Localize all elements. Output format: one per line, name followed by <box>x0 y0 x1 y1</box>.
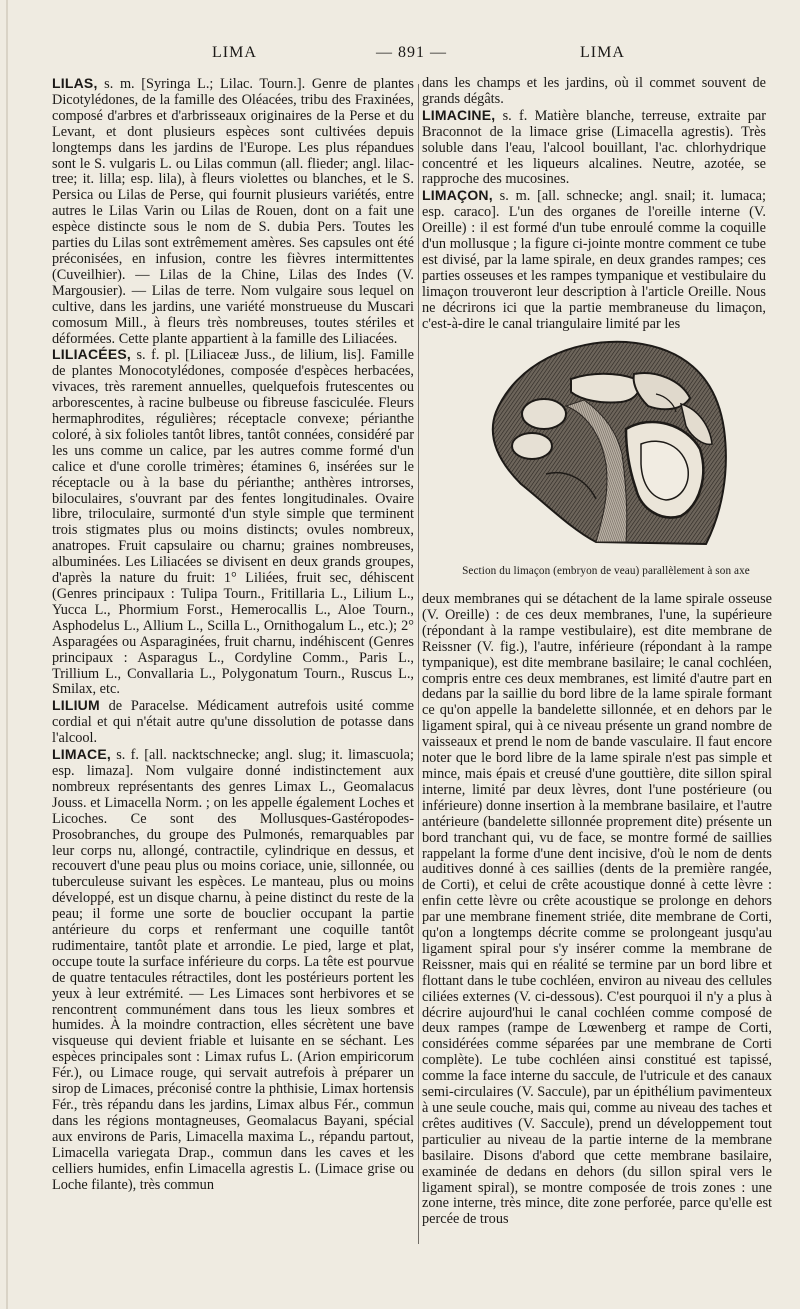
left-column <box>52 76 414 1193</box>
right-column-top <box>422 76 766 333</box>
entry-text: s. f. Matière blanche, terreuse, extraite par Braconnot de la limace grise (Limacella agrestis). Très soluble dans l'eau, l'alcool bouillant, l'ac. chlorhydrique concentré et les liqueurs alcalines. Neutre, azotée, se rapproche des mucosines. <box>422 107 766 188</box>
entry-limace <box>52 747 414 1193</box>
running-head-right: LIMA <box>580 44 625 61</box>
entry-text: de Paracelse. Médicament autrefois usité comme cordial et qui n'était autre qu'une dissolution de potasse dans l'alcool. <box>52 698 414 747</box>
page-edge <box>6 0 8 1309</box>
cochlea-illustration <box>476 334 732 550</box>
column-divider <box>418 84 419 1244</box>
entry-limacon <box>422 188 766 332</box>
entry-head: LIMAÇON, <box>422 187 493 204</box>
entry-text: s. m. [all. schnecke; angl. snail; it. lumaca; esp. caraco]. L'un des organes de l'oreille interne (V. Oreille) : il est formé d'un tube enroulé comme la coquille d'un mollusque ; la figure ci-jointe montre comment ce tube est divisé, par la lame spirale, en deux grandes rampes; ces parties osseuses et les rampes tympanique et vestibulaire du limaçon trouveront leur description à l'article Oreille. Nous ne décrirons ici que la partie membraneuse du limaçon, c'est-à-dire le canal triangulaire limité par les <box>422 188 766 332</box>
entry-limacon-continued: deux membranes qui se détachent de la lame spirale osseuse (V. Oreille) : de ces deux membranes, l'une, la supérieure (répondant à la rampe vestibulaire), est dite membrane de Reissner (V. fig.), l'autre, inférieure (répondant à la rampe tympanique), est dite membrane basilaire; le canal cochléen, compris entre ces deux membranes, est limité d'autre part en dedans par la saillie du bord libre de la lame spirale formant ce qu'on appelle la bandelette sillonnée, et en dehors par le ligament spiral, qui à ce niveau présente un grand nombre de vaisseaux et prend le nom de bande vasculaire. Il faut encore noter que le bord libre de la lame spirale n'est pas simple et mince, mais épais et creusé d'une gouttière, dite sillon spiral interne, limité par deux lèvres, dont l'une postérieure (ou inférieure) donne insertion à la membrane basilaire, et l'autre antérieure (bandelette sillonnée proprement dite) présente un bord tranchant qui, vu de face, se montre formé de saillies rappelant la forme d'une dent incisive, d'où le nom de dents auditives donné à ces saillies (dents de la première rangée, de Corti), et celui de crête acoustique donné à cette lèvre : enfin cette lèvre ou crête acoustique se prolonge en dehors par une membrane finement striée, dite membrane de Corti, qu'on a longtemps décrite comme se prolongeant jusqu'au ligament spiral pour s'y insérer comme la membrane de Reissner, mais qui en réalité se termine par un bord libre et flottant dans le tube cochléen, environ au niveau des cellules ciliées externes (V. ci-dessous). C'est pourquoi il n'y a plus à décrire aujourd'hui le canal cochléen comme composé de deux rampes (rampe de Lœwenberg et rampe de Corti, considérées comme séparées par une membrane de Corti complète). Le tube cochléen ainsi constitué est tapissé, comme la face interne du saccule, de l'utricule et des canaux semi-circulaires (V. Saccule), par un épithélium pavimenteux à une seule couche, mais qui, comme au niveau des taches et crêtes auditives (V. Saccule), prend un développement tout particulier au niveau de la partie interne de la membrane basilaire. Disons d'abord que cette membrane basilaire, examinée de dedans en dehors (du sillon spiral vers le ligament spiral), se montre composée de trois zones : une zone interne, très mince, dite zone perforée, parce qu'elle est percée de trous <box>422 591 772 1228</box>
entry-text: s. m. [Syringa L.; Lilac. Tourn.]. Genre de plantes Dicotylédones, de la famille des Oléacées, tribu des Fraxinées, composé d'arbres et d'arbrisseaux originaires de la Perse et du Levant, et dont plusieurs espèces sont cultivées depuis longtemps dans les jardins de l'Europe. Les plus répandues sont le S. vulgaris L. ou Lilas commun (all. flieder; angl. lilac-tree; it. lilla; esp. lila), à fleurs violettes ou blanches, et le S. Persica ou Lilas de Perse, qui fournit plusieurs variétés, entre autres le Lilas Varin ou Lilas de Rouen, dont on a fait une espèce distincte sous le nom de S. dubia Pers. Toutes les parties du Lilas sont extrêmement amères. Ses capsules ont été préconisées, en infusion, contre les fièvres intermittentes (Cuveilhier). — Lilas de la Chine, Lilas des Indes (V. Margousier). — Lilas de terre. Nom vulgaire sous lequel on cultive, dans les jardins, une variété monstrueuse du Muscari comosum Mill., à fleurs très nombreuses, toutes stériles et déformées. Cette plante appartient à la famille des Liliacées. <box>52 76 414 347</box>
entry-head: LILAS, <box>52 75 98 91</box>
entry-limacine <box>422 108 766 189</box>
entry-head: LILIACÉES, <box>52 346 132 363</box>
entry-lilium <box>52 698 414 747</box>
entry-liliacees <box>52 347 414 698</box>
right-column-bottom <box>422 592 772 1228</box>
entry-text: s. f. pl. [Liliaceæ Juss., de lilium, lis]. Famille de plantes Monocotylédones, composée d'espèces herbacées, vivaces, très rarement annuelles, quelquefois frutescentes ou arborescentes, à racine bulbeuse ou fibreuse fasciculée. Fleurs hermaphrodites, régulières; réceptacle convexe; périanthe coloré, à six folioles tantôt libres, tantôt connées, considéré par les uns comme un calice, par les autres comme formé d'un calice et d'une corolle trimères; étamines 6, insérées sur le réceptacle ou à la base du périanthe; anthères introrses, biloculaires, s'ouvrant par des fentes longitudinales. Ovaire libre, triloculaire, surmonté d'un style simple que terminent trois stigmates plus ou moins distincts; ovules nombreux, anatropes. Fruit capsulaire ou charnu; graines nombreuses, albuminées. Les Liliacées se divisent en deux grands groupes, d'après la nature du fruit: 1° Liliées, fruit sec, déhiscent (Genres principaux : Tulipa Tourn., Fritillaria L., Lilium L., Yucca L., Phormium Forst., Hemerocallis L., Aloe Tourn., Asphodelus L., Allium L., Scilla L., Ornithogalum L., etc.); 2° Asparagées ou Asparaginées, fruit charnu, indéhiscent (Genres principaux : Asparagus L., Cordyline Comm., Paris L., Trillium L., Convallaria L., Polygonatum Tourn., Ruscus L., Smilax, etc. <box>52 347 415 698</box>
entry-head: LIMACINE, <box>422 106 496 123</box>
entry-continuation: dans les champs et les jardins, où il commet souvent de grands dégâts. <box>422 75 766 107</box>
entry-lilas <box>52 76 414 347</box>
entry-head: LILIUM <box>52 697 100 714</box>
figure-caption: Section du limaçon (embryon de veau) parallèlement à son axe <box>462 565 750 577</box>
entry-head: LIMACE, <box>52 746 111 763</box>
entry-text: s. f. [all. nacktschnecke; angl. slug; it. limascuola; esp. limaza]. Nom vulgaire donné indistinctement aux nombreux représentants des genres Limax L., Geomalacus Jouss. et Limacella Norm. ; on les appelle également Loches et Licoches. Ce sont des Mollusques-Gastéropodes-Prosobranches, du groupe des Pulmonés, remarquables par leur corps nu, allongé, contractile, cylindrique en dessus, et recouvert d'une peau plus ou moins coriace, unie, sillonnée, ou tuberculeuse suivant les espèces. Le manteau, plus ou moins développé, est un disque charnu, à peine distinct du reste de la peau; il forme une sorte de bouclier occupant la partie antérieure du corps et renfermant une coquille tantôt rudimentaire, tantôt plate et arrondie. Le pied, large et plat, occupe toute la surface inférieure du corps. La tête est pourvue de quatre tentacules rétractiles, dont les postérieurs portent les yeux à leur extrémité. — Les Limaces sont herbivores et se rencontrent communément dans tous les lieux sombres et humides. À la moindre contraction, elles sécrètent une bave visqueuse qui devient friable et luisante en se séchant. Les espèces principales sont : Limax rufus L. (Arion empiricorum Fér.), ou Limace rouge, qui servait autrefois à préparer un sirop de Limaces, préconisé contre la phthisie, Limax hortensis Fér., très répandu dans les jardins, Limax albus Fér., commun dans les régions montagneuses, Geomalacus Bayani, spécial aux environs de Paris, Limacella maxima L., répandu partout, Limacella variegata Drap., commun dans les caves et les celliers humides, enfin Limacella agrestis L. (Limace grise ou Loche filante), très commun <box>52 747 414 1193</box>
running-head-left: LIMA <box>212 44 257 61</box>
page-number: — 891 — <box>376 44 447 61</box>
